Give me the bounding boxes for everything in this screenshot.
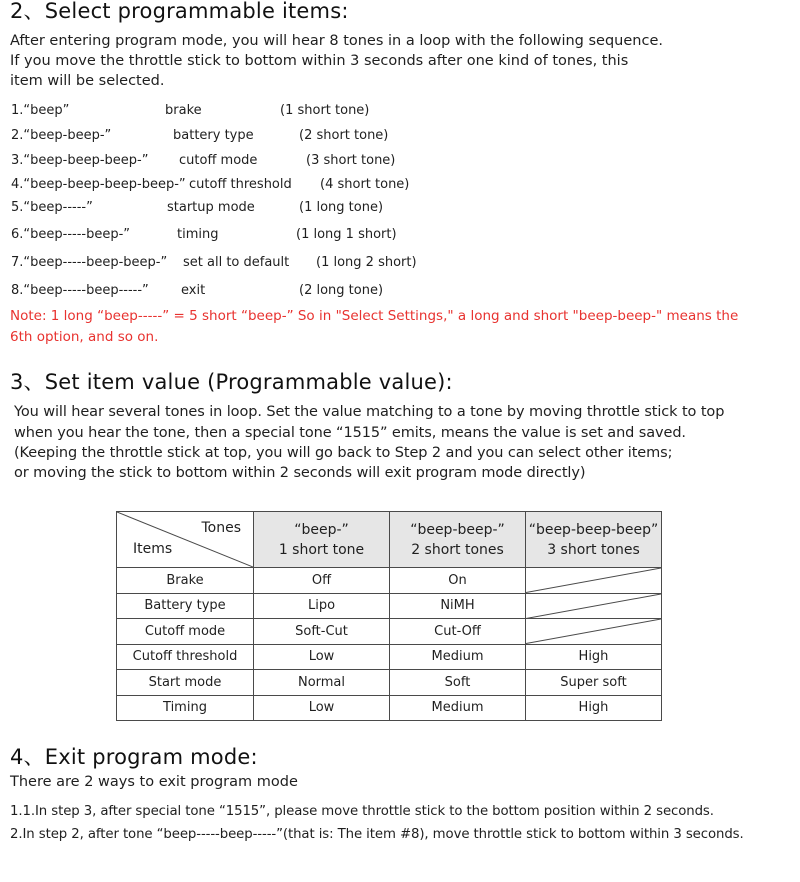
value-cell: Medium [390, 644, 526, 670]
table-row [117, 568, 662, 594]
section-3-line-3: (Keeping the throttle stick at top, you will go back to Step 2 and you can select other items; [14, 445, 673, 461]
item-name: battery type [173, 128, 254, 143]
table-corner-cell [117, 512, 254, 568]
value-cell: Lipo [254, 593, 390, 619]
item-desc: (1 short tone) [280, 103, 370, 118]
table-row [117, 644, 662, 670]
section-3-line-4: or moving the stick to bottom within 2 seconds will exit program mode directly) [14, 465, 586, 481]
item-tone: 1.“beep” [11, 103, 70, 118]
exit-way-2: 2.In step 2, after tone “beep-----beep-----”(that is: The item #8), move throttle stick to bottom within 3 seconds. [10, 827, 744, 842]
value-cell: Soft-Cut [254, 619, 390, 645]
row-item-label: Battery type [117, 593, 254, 619]
table-row [117, 619, 662, 645]
item-desc: (4 short tone) [320, 177, 410, 192]
not-applicable-cell [526, 593, 662, 619]
section-2-heading: 2、Select programmable items: [10, 0, 349, 23]
column-header [254, 512, 390, 568]
value-cell: Medium [390, 695, 526, 721]
item-desc: (2 long tone) [299, 283, 384, 298]
item-tone: 3.“beep-beep-beep-” [11, 153, 149, 168]
value-cell: On [390, 568, 526, 594]
value-cell: Cut-Off [390, 619, 526, 645]
column-header [390, 512, 526, 568]
table-row [117, 670, 662, 696]
column-header-desc: 2 short tones [411, 541, 504, 558]
value-cell: NiMH [390, 593, 526, 619]
note-line-2: 6th option, and so on. [10, 329, 159, 345]
corner-label-tones: Tones [201, 520, 241, 536]
table-row [117, 695, 662, 721]
item-name: brake [165, 103, 202, 118]
section-4-intro: There are 2 ways to exit program mode [10, 774, 298, 790]
value-cell: Soft [390, 670, 526, 696]
item-name: startup mode [167, 200, 255, 215]
row-item-label: Cutoff threshold [117, 644, 254, 670]
item-desc: (1 long tone) [299, 200, 384, 215]
value-table [116, 511, 662, 721]
column-header-desc: 1 short tone [278, 541, 365, 558]
section-2-intro-line-2: If you move the throttle stick to bottom within 3 seconds after one kind of tones, this [10, 53, 629, 69]
item-desc: (3 short tone) [306, 153, 396, 168]
diagonal-slash [526, 568, 661, 593]
table-row [117, 593, 662, 619]
value-cell: Super soft [526, 670, 662, 696]
value-cell: Normal [254, 670, 390, 696]
section-2-intro-line-1: After entering program mode, you will hear 8 tones in a loop with the following sequence. [10, 33, 663, 49]
corner-label-items: Items [133, 541, 173, 557]
exit-way-1: 1.1.In step 3, after special tone “1515”, please move throttle stick to the bottom position within 2 seconds. [10, 804, 714, 819]
not-applicable-cell [526, 568, 662, 594]
column-header-tone: “beep-” [294, 521, 349, 538]
item-desc: (1 long 2 short) [316, 255, 417, 270]
value-cell: High [526, 644, 662, 670]
item-name: timing [177, 227, 219, 242]
row-item-label: Cutoff mode [117, 619, 254, 645]
item-desc: (1 long 1 short) [296, 227, 397, 242]
row-item-label: Brake [117, 568, 254, 594]
diagonal-slash [526, 594, 661, 619]
value-cell: Off [254, 568, 390, 594]
section-4-heading: 4、Exit program mode: [10, 745, 258, 769]
column-header-desc: 3 short tones [547, 541, 640, 558]
section-3-line-2: when you hear the tone, then a special tone “1515” emits, means the value is set and saved. [14, 425, 686, 441]
item-tone: 5.“beep-----” [11, 200, 93, 215]
section-2-intro-line-3: item will be selected. [10, 73, 165, 89]
value-cell: Low [254, 644, 390, 670]
row-item-label: Start mode [117, 670, 254, 696]
item-tone: 8.“beep-----beep-----” [11, 283, 149, 298]
item-tone: 7.“beep-----beep-beep-” [11, 255, 168, 270]
item-tone: 6.“beep-----beep-” [11, 227, 131, 242]
item-tone: 2.“beep-beep-” [11, 128, 112, 143]
not-applicable-cell [526, 619, 662, 645]
item-desc: (2 short tone) [299, 128, 389, 143]
note-line-1: Note: 1 long “beep-----” = 5 short “beep-” So in "Select Settings," a long and short "beep-beep-" means the [10, 308, 739, 324]
section-3-line-1: You will hear several tones in loop. Set the value matching to a tone by moving throttle stick to top [14, 404, 725, 420]
table-header-row [117, 512, 662, 568]
item-name: cutoff threshold [189, 177, 292, 192]
item-name: set all to default [183, 255, 290, 270]
item-name: exit [181, 283, 206, 298]
column-header-tone: “beep-beep-beep” [528, 521, 659, 538]
item-tone: 4.“beep-beep-beep-beep-” [11, 177, 186, 192]
item-name: cutoff mode [179, 153, 258, 168]
column-header [526, 512, 662, 568]
diagonal-slash [526, 619, 661, 644]
value-cell: Low [254, 695, 390, 721]
value-cell: High [526, 695, 662, 721]
section-3-heading: 3、Set item value (Programmable value): [10, 370, 453, 394]
column-header-tone: “beep-beep-” [410, 521, 505, 538]
row-item-label: Timing [117, 695, 254, 721]
